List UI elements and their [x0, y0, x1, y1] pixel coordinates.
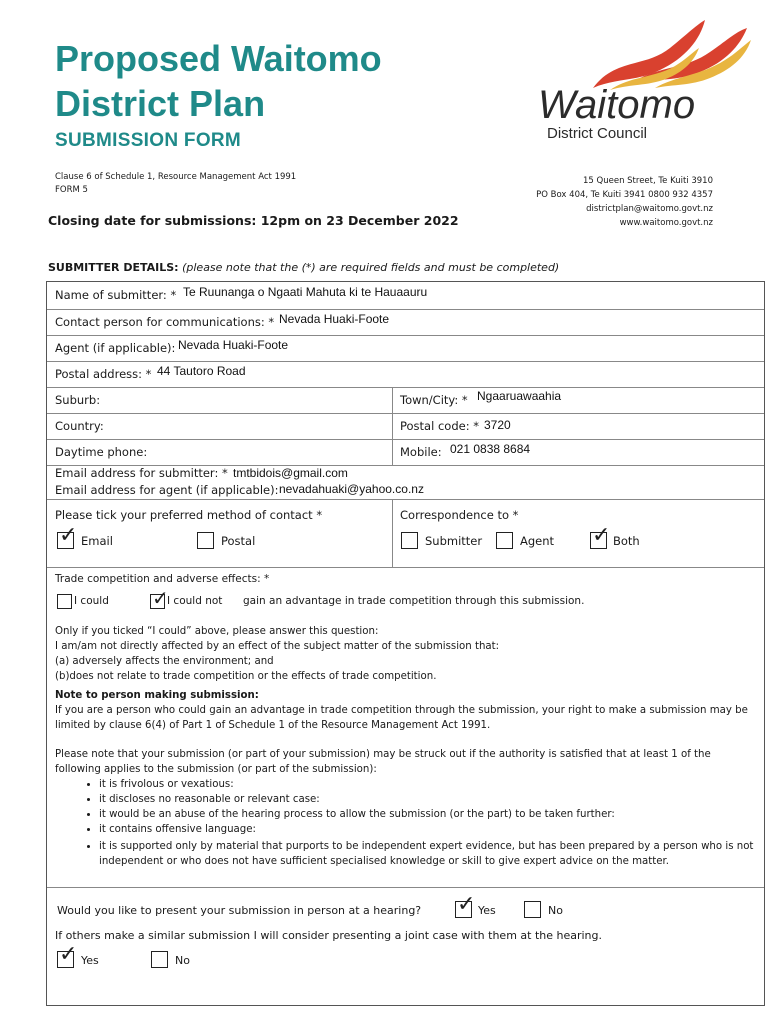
- council-contact: [536, 175, 713, 230]
- clause-reference: [55, 171, 296, 197]
- hearing-no-label: No: [548, 904, 563, 917]
- suburb-label: Suburb:: [55, 393, 101, 407]
- joint-yes-checkbox[interactable]: [57, 942, 78, 968]
- correspondence-submitter-checkbox[interactable]: [401, 532, 418, 549]
- form-number: FORM 5: [55, 185, 88, 195]
- submitter-heading-note: (please note that the (*) are required fields and must be completed): [182, 261, 560, 274]
- form-subtitle: SUBMISSION FORM: [55, 130, 242, 151]
- submitter-email-input[interactable]: tmtbidois@gmail.com: [233, 466, 348, 480]
- correspondence-both-label: Both: [613, 534, 640, 548]
- contact-method-label: Please tick your preferred method of contact *: [55, 508, 323, 522]
- correspondence-both-checkbox[interactable]: [590, 523, 611, 549]
- postcode-input[interactable]: 3720: [484, 418, 511, 432]
- struck-out-text: Please note that your submission (or part of your submission) may be struck out if the authority is satisfied that at least 1 of the following applies to the submission (or part of the submission):: [55, 749, 711, 775]
- mobile-label: Mobile:: [400, 445, 442, 459]
- daytime-phone-label: Daytime phone:: [55, 445, 148, 459]
- hearing-question: Would you like to present your submission in person at a hearing?: [57, 904, 422, 917]
- trade-competition-label: Trade competition and adverse effects: *: [55, 573, 270, 585]
- agent-label: Agent (if applicable):: [55, 341, 176, 355]
- postal-address-label: Postal address: *: [55, 367, 152, 381]
- submitter-details-heading: [48, 261, 559, 274]
- council-po-phone: PO Box 404, Te Kuiti 3941 0800 932 4357: [536, 190, 713, 200]
- contact-email-label: Email: [81, 534, 113, 548]
- note-text: If you are a person who could gain an advantage in trade competition through the submission, your right to make a submission may be limited by clause 6(4) of Part 1 of Schedule 1 of the Resource Management Act 1991.: [55, 705, 748, 731]
- trade-could-not-label: I could not: [167, 595, 223, 607]
- name-label: Name of submitter: *: [55, 288, 177, 302]
- closing-date: Closing date for submissions: 12pm on 23 December 2022: [48, 213, 459, 228]
- logo-flame-icon: [535, 18, 757, 143]
- joint-no-checkbox[interactable]: [151, 951, 168, 968]
- joint-case-text: If others make a similar submission I will consider presenting a joint case with them at the hearing.: [55, 929, 603, 942]
- trade-question-line-1: Only if you ticked “I could” above, please answer this question:: [55, 626, 379, 637]
- mobile-input[interactable]: 021 0838 8684: [450, 442, 531, 456]
- logo-wordmark: Waitomo: [538, 83, 696, 127]
- submission-note: [55, 688, 755, 733]
- council-website[interactable]: www.waitomo.govt.nz: [619, 218, 713, 228]
- trade-question-line-4: (b)does not relate to trade competition or the effects of trade competition.: [55, 671, 437, 682]
- town-input[interactable]: Ngaaruawaahia: [477, 389, 562, 403]
- checkmark-icon: ✓: [152, 586, 169, 610]
- trade-question-line-2: I am/am not directly affected by an effect of the subject matter of the submission that:: [55, 641, 500, 652]
- trade-question-line-3: (a) adversely affects the environment; and: [55, 656, 274, 667]
- agent-email-label: Email address for agent (if applicable):: [55, 483, 279, 497]
- title-line-2: District Plan: [55, 83, 266, 124]
- council-email[interactable]: districtplan@waitomo.govt.nz: [586, 204, 713, 214]
- correspondence-agent-label: Agent: [520, 534, 555, 548]
- correspondence-submitter-label: Submitter: [425, 534, 483, 548]
- joint-yes-label: Yes: [81, 954, 99, 967]
- reason-item: • it is frivolous or vexatious:: [99, 777, 755, 792]
- postal-address-input[interactable]: 44 Tautoro Road: [157, 364, 246, 378]
- hearing-no-checkbox[interactable]: [524, 901, 541, 918]
- trade-gain-text: gain an advantage in trade competition through this submission.: [243, 595, 585, 607]
- struck-out-reasons: [55, 777, 755, 869]
- joint-no-label: No: [175, 954, 190, 967]
- page-title: [55, 36, 382, 126]
- council-address: 15 Queen Street, Te Kuiti 3910: [583, 176, 713, 186]
- contact-postal-checkbox[interactable]: [197, 532, 214, 549]
- checkmark-icon: ✓: [457, 892, 476, 917]
- trade-could-checkbox[interactable]: [57, 594, 72, 609]
- contact-postal-label: Postal: [221, 534, 256, 548]
- note-heading: Note to person making submission:: [55, 690, 259, 701]
- contact-person-label: Contact person for communications: *: [55, 315, 275, 329]
- hearing-yes-checkbox[interactable]: [455, 892, 476, 918]
- name-input[interactable]: Te Ruunanga o Ngaati Mahuta ki te Hauaauru: [183, 285, 428, 299]
- reason-item: • it is supported only by material that purports to be independent expert evidence, but has been prepared by a person who is not independent or who does not have sufficient specialised knowledge or skill to give expert advice on the matter.: [99, 839, 755, 869]
- waitomo-logo: [535, 18, 757, 143]
- trade-could-not-checkbox[interactable]: [150, 586, 169, 610]
- trade-could-label: I could: [74, 595, 109, 607]
- title-line-1: Proposed Waitomo: [55, 38, 382, 79]
- reason-item: • it would be an abuse of the hearing process to allow the submission (or the part) to be taken further:: [99, 807, 755, 822]
- country-label: Country:: [55, 419, 104, 433]
- checkmark-icon: ✓: [59, 942, 78, 967]
- town-label: Town/City: *: [400, 393, 468, 407]
- contact-email-checkbox[interactable]: [57, 523, 78, 549]
- logo-subtitle: District Council: [547, 125, 648, 142]
- agent-input[interactable]: Nevada Huaki-Foote: [178, 338, 289, 352]
- checkmark-icon: ✓: [59, 523, 78, 548]
- hearing-yes-label: Yes: [478, 904, 496, 917]
- submitter-heading-text: SUBMITTER DETAILS:: [48, 261, 179, 274]
- submission-form: [46, 281, 765, 1006]
- struck-out-notice: [55, 747, 755, 869]
- postcode-label: Postal code: *: [400, 419, 479, 433]
- correspondence-agent-checkbox[interactable]: [496, 532, 513, 549]
- trade-question: [55, 624, 755, 684]
- reason-item: • it contains offensive language:: [99, 822, 755, 837]
- clause-text: Clause 6 of Schedule 1, Resource Management Act 1991: [55, 172, 297, 182]
- correspondence-label: Correspondence to *: [400, 508, 519, 522]
- reason-item: • it discloses no reasonable or relevant case:: [99, 792, 755, 807]
- contact-person-input[interactable]: Nevada Huaki-Foote: [279, 312, 390, 326]
- submitter-email-label: Email address for submitter: *: [55, 466, 228, 480]
- agent-email-input[interactable]: nevadahuaki@yahoo.co.nz: [279, 482, 424, 496]
- checkmark-icon: ✓: [592, 523, 611, 548]
